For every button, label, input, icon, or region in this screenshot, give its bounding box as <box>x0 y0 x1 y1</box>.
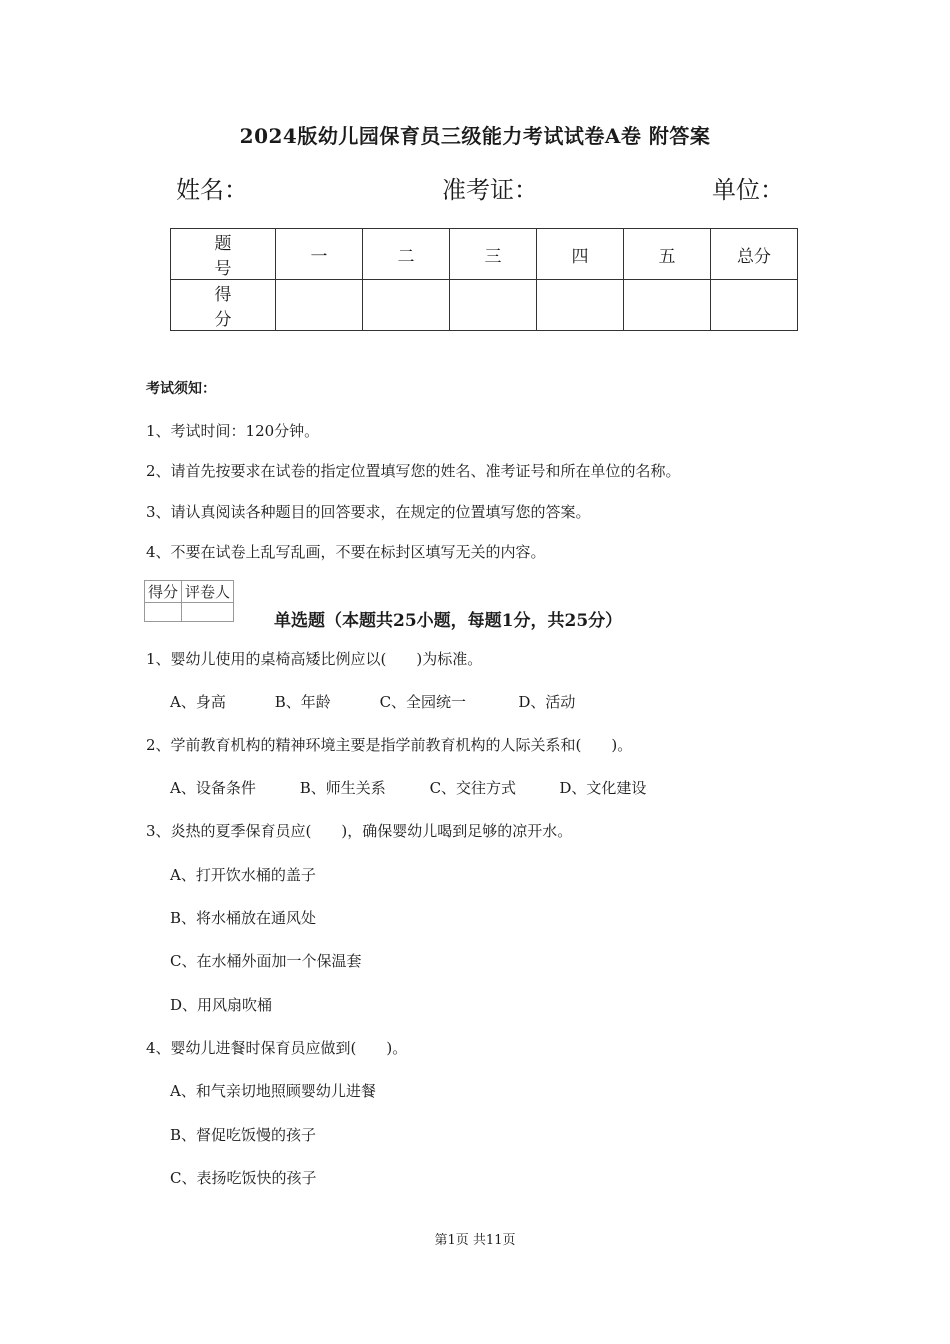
notice-item: 3、请认真阅读各种题目的回答要求，在规定的位置填写您的答案。 <box>146 503 591 521</box>
option-row <box>170 691 575 712</box>
unit-field-label: 单位： <box>712 176 784 204</box>
grader-score-label: 得分 <box>145 581 182 603</box>
row-label-question-number: 题 号 <box>171 229 276 280</box>
option[interactable]: B、师生关系 <box>299 779 386 797</box>
section-title: 单选题（本题共25小题，每题1分，共25分） <box>274 611 623 631</box>
notice-item: 1、考试时间：120分钟。 <box>146 422 320 440</box>
exam-id-field-label: 准考证： <box>442 176 538 204</box>
score-cell[interactable] <box>450 280 537 331</box>
option[interactable]: D、用风扇吹桶 <box>170 996 273 1014</box>
option[interactable]: B、将水桶放在通风处 <box>170 909 317 927</box>
name-field-label: 姓名： <box>176 176 248 204</box>
column-header-total: 总分 <box>711 229 798 280</box>
column-header-1: 一 <box>276 229 363 280</box>
column-header-2: 二 <box>363 229 450 280</box>
option[interactable]: D、文化建设 <box>559 779 647 797</box>
option[interactable]: A、设备条件 <box>170 779 256 797</box>
option[interactable]: B、督促吃饭慢的孩子 <box>170 1126 317 1144</box>
score-cell-total[interactable] <box>711 280 798 331</box>
option[interactable]: A、和气亲切地照顾婴幼儿进餐 <box>170 1082 376 1100</box>
option-row <box>170 777 646 798</box>
notice-item: 2、请首先按要求在试卷的指定位置填写您的姓名、准考证号和所在单位的名称。 <box>146 462 681 480</box>
score-table-header-row <box>171 229 798 280</box>
score-cell[interactable] <box>276 280 363 331</box>
page-title: 2024版幼儿园保育员三级能力考试试卷A卷 附答案 <box>239 124 711 148</box>
question-text: 3、炎热的夏季保育员应( )，确保婴幼儿喝到足够的凉开水。 <box>146 822 573 840</box>
column-header-5: 五 <box>624 229 711 280</box>
grader-name-label: 评卷人 <box>182 581 234 603</box>
option[interactable]: C、全园统一 <box>379 693 467 711</box>
question-text: 1、婴幼儿使用的桌椅高矮比例应以( )为标准。 <box>146 650 483 668</box>
column-header-4: 四 <box>537 229 624 280</box>
score-table-score-row <box>171 280 798 331</box>
option[interactable]: A、身高 <box>170 693 226 711</box>
notice-item: 4、不要在试卷上乱写乱画，不要在标封区填写无关的内容。 <box>146 543 546 561</box>
score-cell[interactable] <box>363 280 450 331</box>
column-header-3: 三 <box>450 229 537 280</box>
page-footer: 第1页 共11页 <box>434 1233 516 1248</box>
grader-box <box>144 580 234 622</box>
row-label-score: 得 分 <box>171 280 276 331</box>
option[interactable]: C、交往方式 <box>429 779 517 797</box>
question-text: 4、婴幼儿进餐时保育员应做到( )。 <box>146 1039 408 1057</box>
score-cell[interactable] <box>537 280 624 331</box>
option[interactable]: A、打开饮水桶的盖子 <box>170 866 316 884</box>
option[interactable]: C、在水桶外面加一个保温套 <box>170 952 362 970</box>
score-table <box>170 228 798 331</box>
score-cell[interactable] <box>624 280 711 331</box>
option[interactable]: C、表扬吃饭快的孩子 <box>170 1169 317 1187</box>
notice-heading: 考试须知： <box>146 381 216 397</box>
grader-name-cell[interactable] <box>182 603 234 622</box>
grader-score-cell[interactable] <box>145 603 182 622</box>
option[interactable]: D、活动 <box>518 693 576 711</box>
question-text: 2、学前教育机构的精神环境主要是指学前教育机构的人际关系和( )。 <box>146 736 633 754</box>
option[interactable]: B、年龄 <box>274 693 331 711</box>
